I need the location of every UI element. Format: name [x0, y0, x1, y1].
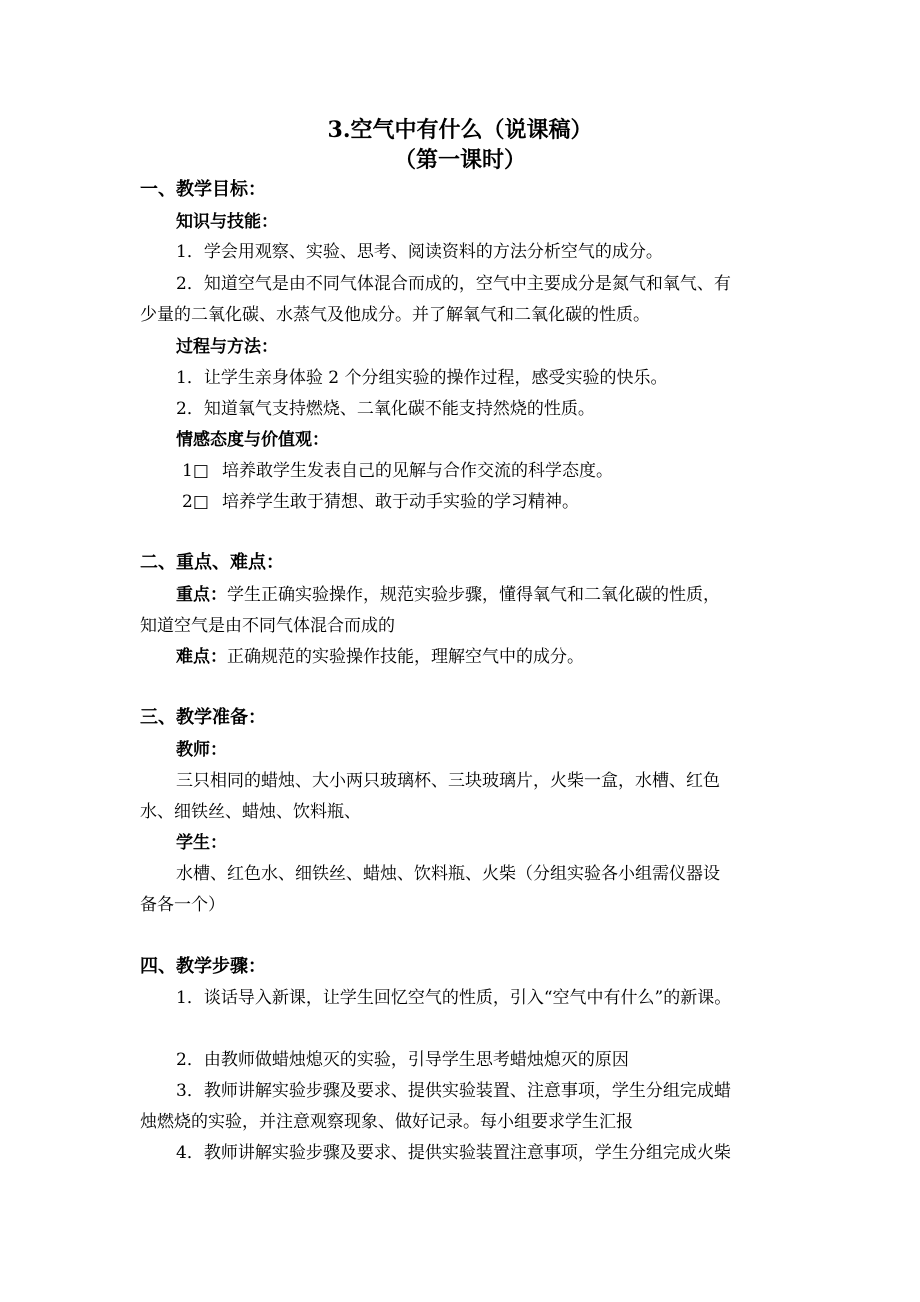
document-subtitle: （第一课时） — [393, 147, 526, 173]
section-heading-preparation: 三、教学准备： — [140, 707, 266, 728]
subheading-emotion: 情感态度与价值观： — [176, 430, 329, 450]
emotion-item-2 — [182, 490, 579, 514]
emotion-item-2-text: 培养学生敢于猜想、敢于动手实验的学习精神。 — [222, 492, 579, 512]
key-point-line-2: 知道空气是由不同气体混合而成的 — [140, 616, 395, 636]
knowledge-item-2-line-2: 少量的二氧化碳、水蒸气及他成分。并了解氧气和二氧化碳的性质。 — [140, 305, 650, 325]
process-item-2: 2．知道氧气支持燃烧、二氧化碳不能支持然烧的性质。 — [176, 399, 595, 419]
key-point-text: 学生正确实验操作，规范实验步骤，懂得氧气和二氧化碳的性质， — [227, 585, 720, 605]
step-3-line-2: 烛燃烧的实验，并注意观察现象、做好记录。每小组要求学生汇报 — [140, 1112, 633, 1132]
emotion-item-2-number: 2□ — [182, 492, 209, 512]
subheading-student: 学生： — [176, 833, 227, 853]
section-heading-steps: 四、教学步骤： — [140, 956, 266, 977]
teacher-materials-line-1: 三只相同的蜡烛、大小两只玻璃杯、三块玻璃片，火柴一盒，水槽、红色 — [176, 771, 720, 791]
document-title: 3.空气中有什么（说课稿） — [327, 117, 593, 143]
subheading-process: 过程与方法： — [176, 337, 278, 357]
knowledge-item-1: 1．学会用观察、实验、思考、阅读资料的方法分析空气的成分。 — [176, 242, 663, 262]
teacher-materials-line-2: 水、细铁丝、蜡烛、饮料瓶、 — [140, 802, 361, 822]
step-3-line-1: 3．教师讲解实验步骤及要求、提供实验装置、注意事项，学生分组完成蜡 — [176, 1081, 731, 1101]
student-materials-line-1: 水槽、红色水、细铁丝、蜡烛、饮料瓶、火柴（分组实验各小组需仪器设 — [176, 864, 720, 884]
section-heading-objectives: 一、教学目标： — [140, 179, 266, 200]
emotion-item-1 — [182, 459, 613, 483]
step-2: 2．由教师做蜡烛熄灭的实验，引导学生思考蜡烛熄灭的原因 — [176, 1050, 629, 1070]
section-heading-key-points: 二、重点、难点： — [140, 552, 284, 573]
subheading-teacher: 教师： — [176, 740, 227, 760]
difficult-point-text: 正确规范的实验操作技能，理解空气中的成分。 — [227, 647, 584, 667]
difficult-point-line — [176, 645, 584, 669]
subheading-knowledge: 知识与技能： — [176, 212, 278, 232]
process-item-1: 1．让学生亲身体验 2 个分组实验的操作过程，感受实验的快乐。 — [176, 368, 668, 388]
student-materials-line-2: 备各一个） — [140, 895, 225, 915]
difficult-point-label: 难点： — [176, 647, 227, 667]
knowledge-item-2-line-1: 2．知道空气是由不同气体混合而成的，空气中主要成分是氮气和氧气、有 — [176, 274, 731, 294]
step-4-line-1: 4．教师讲解实验步骤及要求、提供实验装置注意事项，学生分组完成火柴 — [176, 1143, 731, 1163]
key-point-label: 重点： — [176, 585, 227, 605]
key-point-line-1 — [176, 583, 720, 607]
step-1: 1．谈话导入新课，让学生回忆空气的性质，引入“空气中有什么”的新课。 — [176, 988, 732, 1008]
emotion-item-1-text: 培养敢学生发表自己的见解与合作交流的科学态度。 — [222, 461, 613, 481]
emotion-item-1-number: 1□ — [182, 461, 209, 481]
